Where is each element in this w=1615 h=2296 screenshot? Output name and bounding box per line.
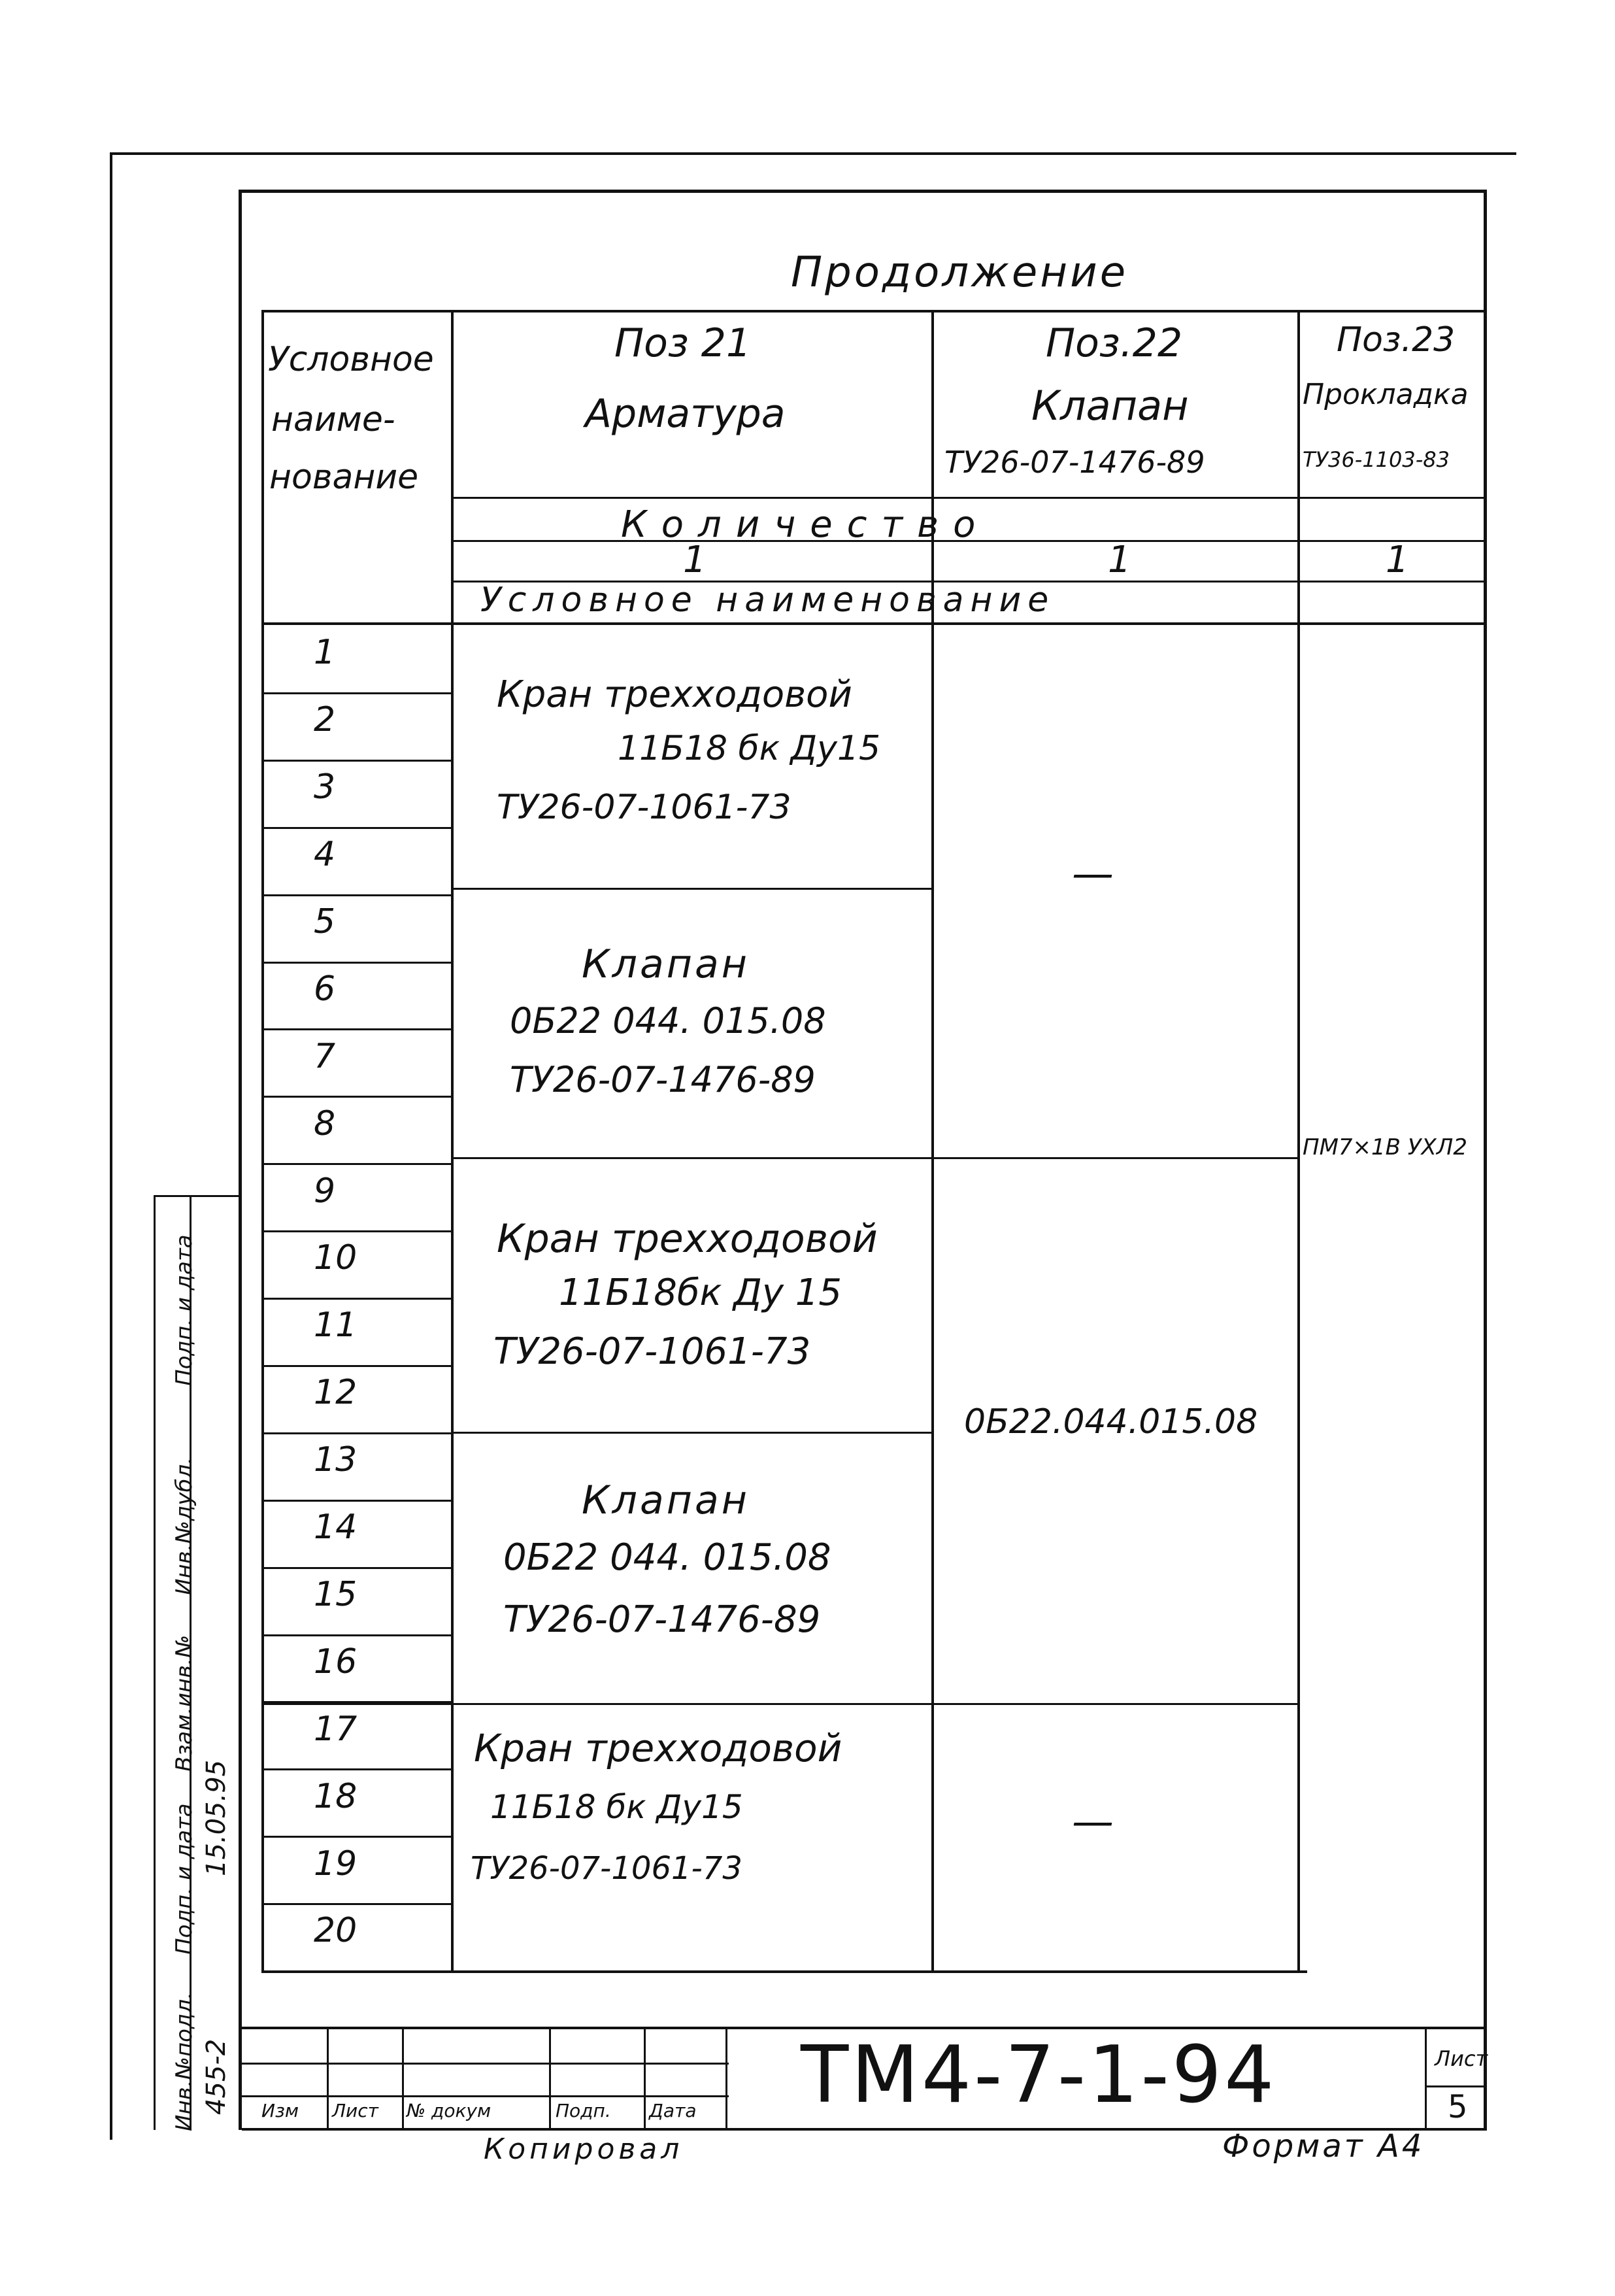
quantity-col2: 1 <box>1108 539 1131 581</box>
header-col0-line1: Условное <box>268 340 434 379</box>
header-spec23: ТУ36-1103-83 <box>1303 447 1450 472</box>
group4-line3: ТУ26-07-1476-89 <box>503 1598 821 1641</box>
continuation-heading: Продолжение <box>791 248 1129 297</box>
group5-line3: ТУ26-07-1061-73 <box>471 1850 742 1887</box>
sheet-label: Лист <box>1435 2046 1488 2071</box>
table-bottom <box>261 1970 1307 1973</box>
footer-format: Формат А4 <box>1222 2128 1425 2165</box>
side-stamp-label-5: Подп. и дата <box>171 1234 197 1386</box>
group5-line2: 11Б18 бк Ду15 <box>490 1788 743 1826</box>
header-pos23: Поз.23 <box>1337 320 1456 360</box>
row-number: 6 <box>314 969 336 1009</box>
row-number: 18 <box>314 1776 358 1816</box>
title-block-div-4 <box>644 2027 646 2130</box>
table-top <box>261 310 1484 312</box>
row-number: 13 <box>314 1440 358 1480</box>
table-left <box>261 310 264 1973</box>
row-divider <box>261 962 451 964</box>
title-block-mid-1 <box>242 2063 729 2065</box>
title-col-date: Дата <box>649 2100 697 2121</box>
conditional-name-label: Условное наименование <box>480 581 1056 620</box>
quantity-col1: 1 <box>683 539 707 581</box>
header-armatura: Арматура <box>585 391 786 437</box>
header-col0-line2: наиме- <box>271 400 395 439</box>
row-number: 19 <box>314 1844 358 1883</box>
outer-top-border <box>110 152 1516 155</box>
outer-left-border <box>110 152 112 2140</box>
group2-line2: 0Б22 044. 015.08 <box>510 1000 826 1041</box>
row-divider <box>261 1768 451 1770</box>
header-pos22: Поз.22 <box>1046 320 1183 366</box>
row-divider <box>261 1163 451 1165</box>
side-stamp-label-1: Инв.№подл. <box>171 1992 197 2131</box>
row-number: 2 <box>314 700 336 740</box>
row-divider <box>261 1634 451 1636</box>
side-stamp-label-4: Инв.№дубл. <box>171 1457 197 1595</box>
col-divider-3 <box>1297 310 1300 1973</box>
group2-line1: Клапан <box>582 941 750 987</box>
row-divider <box>261 1365 451 1367</box>
row-divider <box>261 1298 451 1300</box>
row-number: 7 <box>314 1036 336 1076</box>
row-number: 15 <box>314 1574 358 1614</box>
row-number: 4 <box>314 835 336 875</box>
title-block-top <box>242 2027 1487 2029</box>
sheet-number: 5 <box>1448 2089 1468 2125</box>
col2-dash-3: — <box>1072 1798 1114 1846</box>
title-block-div-2 <box>402 2027 404 2130</box>
row-number: 5 <box>314 902 336 941</box>
col2-valve-code: 0Б22.044.015.08 <box>964 1402 1258 1442</box>
col2-dash-1: — <box>1072 850 1114 898</box>
group2-line3: ТУ26-07-1476-89 <box>510 1059 816 1100</box>
row-divider <box>261 1432 451 1434</box>
document-code: ТМ4-7-1-94 <box>801 2030 1277 2121</box>
row-number: 17 <box>314 1709 358 1749</box>
title-block-div-1 <box>327 2027 329 2130</box>
row-divider <box>261 1836 451 1838</box>
row-number: 9 <box>314 1171 336 1211</box>
title-col-doc: № докум <box>407 2100 491 2121</box>
title-col-sign: Подп. <box>556 2100 611 2121</box>
quantity-label: Количество <box>621 503 990 546</box>
row-divider <box>261 1903 451 1905</box>
row-divider <box>261 1028 451 1030</box>
group3-line3: ТУ26-07-1061-73 <box>493 1330 811 1373</box>
group5-line1: Кран трехходовой <box>474 1726 842 1770</box>
row-divider <box>261 1230 451 1232</box>
header-line-qty <box>451 497 1484 499</box>
group4-line1: Клапан <box>582 1477 750 1523</box>
col3-gasket-value: ПМ7×1В УХЛ2 <box>1303 1134 1467 1160</box>
title-block-sheet-mid <box>1425 2085 1487 2087</box>
title-col-list: Лист <box>332 2100 378 2121</box>
row-number: 1 <box>314 633 336 673</box>
row-divider <box>261 894 451 896</box>
group1-line1: Кран трехходовой <box>497 673 852 716</box>
row-number: 12 <box>314 1373 358 1413</box>
title-col-izm: Изм <box>261 2100 299 2121</box>
row-divider <box>261 1500 451 1502</box>
row-divider <box>261 692 451 694</box>
col1-group-divider-2 <box>451 1157 934 1159</box>
frame-top <box>239 190 1487 193</box>
col1-group-divider-3 <box>451 1432 934 1434</box>
header-prokladka: Прокладка <box>1303 378 1469 411</box>
row-divider <box>261 827 451 829</box>
header-pos21: Поз 21 <box>614 320 752 366</box>
header-klapan: Клапан <box>1031 382 1189 430</box>
header-bottom <box>261 622 1484 625</box>
row-number: 3 <box>314 768 336 807</box>
title-block-div-3 <box>549 2027 551 2130</box>
title-block-mid-2 <box>242 2095 729 2097</box>
group3-line2: 11Б18бк Ду 15 <box>559 1272 842 1314</box>
col-divider-1 <box>451 310 454 1973</box>
col2-group-divider-1 <box>931 1157 1300 1159</box>
row-divider <box>261 760 451 762</box>
group3-line1: Кран трехходовой <box>497 1216 878 1262</box>
frame-right <box>1484 190 1487 2130</box>
row-number: 11 <box>314 1306 358 1345</box>
row-number: 20 <box>314 1911 358 1951</box>
row-number: 16 <box>314 1642 358 1681</box>
side-stamp-label-2: Подп. и дата <box>171 1803 197 1955</box>
row-number: 8 <box>314 1104 336 1143</box>
col-divider-2 <box>931 310 934 1973</box>
quantity-col3: 1 <box>1386 539 1409 581</box>
header-spec22: ТУ26-07-1476-89 <box>944 445 1205 480</box>
side-value-inventory: 455-2 <box>201 2038 231 2115</box>
col1-group-divider-1 <box>451 888 934 890</box>
group1-line3: ТУ26-07-1061-73 <box>497 788 791 827</box>
side-value-date: 15.05.95 <box>201 1759 231 1876</box>
row-divider <box>261 1096 451 1098</box>
col1-group-divider-4 <box>261 1703 1300 1705</box>
side-stamp-label-3: Взам.инв.№ <box>171 1634 197 1772</box>
row-divider <box>261 1567 451 1569</box>
row-number: 14 <box>314 1508 358 1547</box>
row-number: 10 <box>314 1238 358 1278</box>
group4-line2: 0Б22 044. 015.08 <box>503 1536 831 1579</box>
title-block-div-5 <box>725 2027 727 2130</box>
footer-copied: Копировал <box>484 2133 684 2166</box>
title-block-div-sheet <box>1425 2027 1427 2130</box>
group1-line2: 11Б18 бк Ду15 <box>618 729 881 768</box>
header-col0-line3: нование <box>269 458 419 497</box>
side-stamp-col-a <box>154 1195 156 2130</box>
side-stamp-top <box>154 1195 239 1197</box>
side-stamp-right <box>239 1195 241 2130</box>
